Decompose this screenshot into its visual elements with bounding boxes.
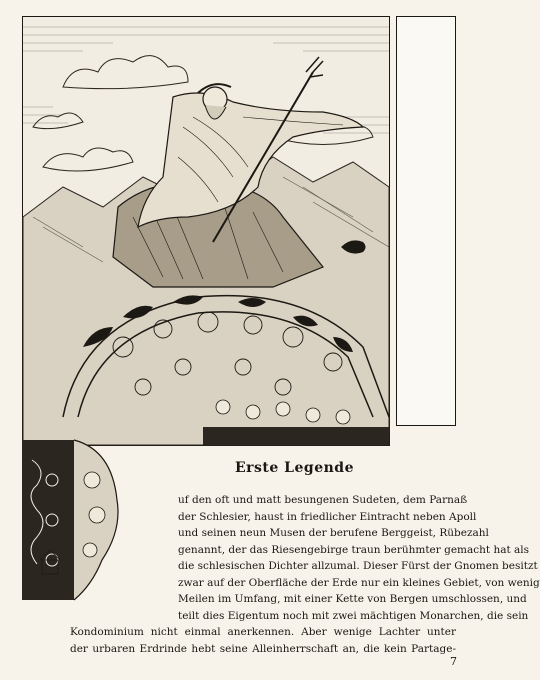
page-number: 7 [450, 655, 457, 668]
body-text-indented [178, 492, 530, 558]
body-text-full [70, 558, 540, 658]
text-line: teilt dies Eigentum noch mit zwei mächtigen Monarchen, die sein [178, 609, 529, 622]
ornament-border-icon [22, 300, 172, 600]
text-line: und seinen neun Musen der berufene Berggeist, Rübezahl [178, 527, 489, 540]
text-line: zwar auf der Oberfläche der Erde nur ein kleines Gebiet, von wenig [178, 576, 540, 589]
text-line: genannt, der das Riesengebirge traun berühmter gemacht hat als [178, 543, 530, 556]
text-line: die schlesischen Dichter allzumal. Dieser Fürst der Gnomen besitzt [178, 560, 538, 572]
text-line: der urbaren Erdrinde hebt seine Alleinherrschaft an, die kein Partage- [70, 642, 456, 655]
text-line: uf den oft und matt besungenen Sudeten, dem Parnaß [178, 494, 468, 506]
text-line: Meilen im Umfang, mit einer Kette von Bergen umschlossen, und [178, 593, 527, 606]
chapter-heading: Erste Legende [235, 460, 354, 476]
text-line: Kondominium nicht einmal anerkennen. Aber wenige Lachter unter [70, 626, 456, 639]
text-line: der Schlesier, haust in friedlicher Eintracht neben Apoll [178, 510, 477, 523]
margin-panel [396, 16, 456, 426]
